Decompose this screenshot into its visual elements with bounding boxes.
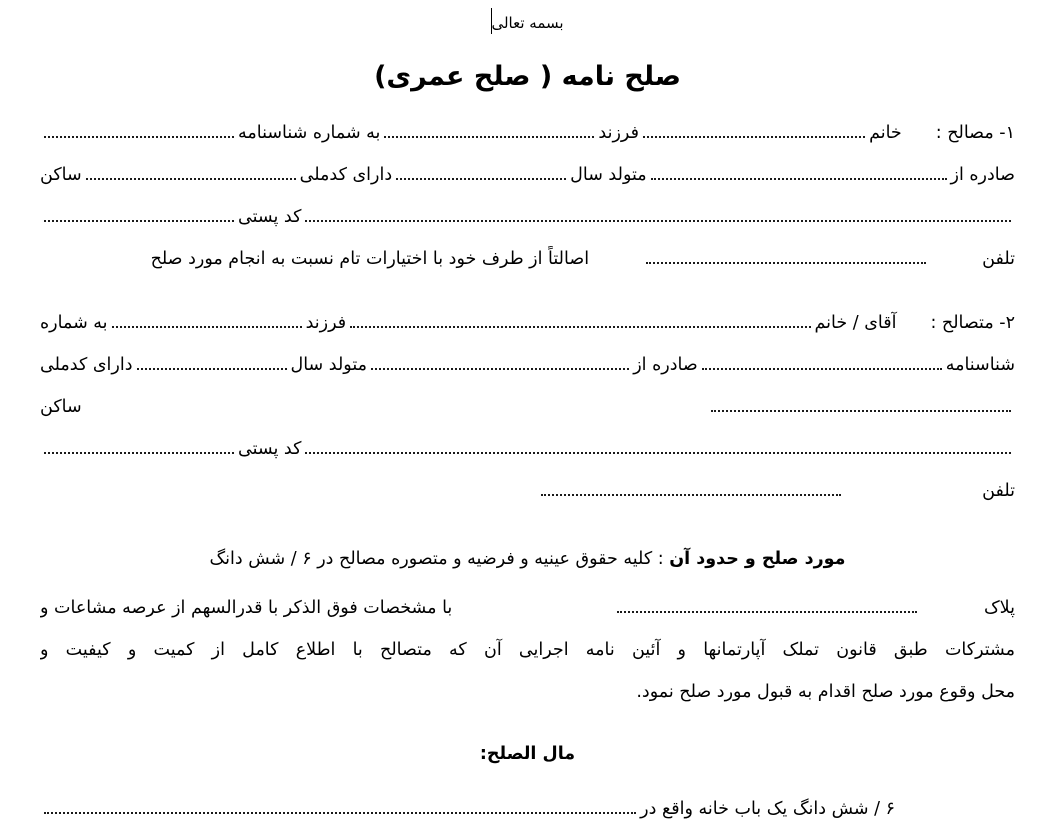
party-one-phone-blank[interactable] — [646, 260, 926, 264]
subject-body-text-2: مشترکات طبق قانون تملک آپارتمانها و آئین نامه اجرایی آن که متصالح با اطلاع کامل از کمیت و کیفیت و — [40, 640, 1015, 660]
party-two-line-4 — [40, 436, 1015, 463]
party-two-postal-code-label: کد پستی — [238, 439, 302, 459]
subject-body-line-3 — [40, 679, 1015, 706]
party-two-line-2 — [40, 352, 1015, 379]
party-one-child-of-label: فرزند — [598, 123, 639, 143]
page-title: صلح نامه ( صلح عمری) — [374, 61, 681, 92]
party-two-issued-from-label: صادره از — [633, 355, 698, 375]
party-one-name-blank[interactable] — [643, 134, 865, 138]
party-two-resident-label: ساکن — [40, 397, 82, 417]
party-two-born-year-label: متولد سال — [290, 355, 367, 375]
party-two-line-3 — [40, 394, 1015, 421]
party-two-address-blank[interactable] — [711, 408, 1011, 412]
party-one-postal-code-label: کد پستی — [238, 207, 302, 227]
party-two-born-year-blank[interactable] — [137, 366, 287, 370]
party-one-authority-clause: اصالتاً از طرف خود با اختیارات تام نسبت به انجام مورد صلح — [150, 249, 590, 269]
party-two-title-word: آقای / خانم — [814, 313, 897, 333]
party-two-national-code-label: دارای کدملی — [40, 355, 133, 375]
subject-intro-text: : کلیه حقوق عینیه و فرضیه و متصوره مصالح در ۶ / شش دانگ — [209, 549, 664, 569]
party-two-id-number-label: به شماره — [40, 313, 108, 333]
party-one-national-code-blank[interactable] — [86, 176, 296, 180]
party-two-id-number-label-cont: شناسنامه — [945, 355, 1015, 375]
party-two-father-name-blank[interactable] — [112, 324, 302, 328]
basmala-row — [40, 0, 1015, 42]
subject-body-text-1: با مشخصات فوق الذکر با قدرالسهم از عرصه مشاعات و — [40, 598, 453, 618]
settlement-value-line — [40, 796, 1015, 823]
party-two-postal-code-blank[interactable] — [44, 450, 234, 454]
party-two-name-blank[interactable] — [350, 324, 810, 328]
party-one-address-blank[interactable] — [305, 218, 1011, 222]
basmala-text: بسمه تعالی — [491, 14, 564, 32]
party-two-address-blank-2[interactable] — [305, 450, 1011, 454]
party-one-father-name-blank[interactable] — [384, 134, 594, 138]
settlement-value-text: ۶ / شش دانگ یک باب خانه واقع در — [640, 799, 895, 819]
party-one-line-3 — [40, 204, 1015, 231]
plate-number-blank[interactable] — [617, 609, 917, 613]
party-one-title-word: خانم — [869, 123, 902, 143]
settlement-value-heading: مال الصلح: — [479, 744, 576, 764]
party-two-line-1 — [40, 310, 1015, 337]
party-one-postal-code-blank[interactable] — [44, 218, 234, 222]
section-spacer — [40, 520, 1015, 546]
party-one-issued-from-label: صادره از — [950, 165, 1015, 185]
section-spacer — [40, 721, 1015, 741]
settlement-location-blank[interactable] — [44, 810, 636, 814]
party-one-id-number-blank[interactable] — [44, 134, 234, 138]
party-two-phone-blank[interactable] — [541, 492, 841, 496]
party-one-id-number-label: به شماره شناسنامه — [238, 123, 381, 143]
party-two-issued-from-blank[interactable] — [371, 366, 629, 370]
party-one-phone-label: تلفن — [982, 249, 1015, 269]
subject-heading: مورد صلح و حدود آن — [669, 549, 846, 569]
party-one-national-code-label: دارای کدملی — [299, 165, 393, 185]
section-spacer — [40, 288, 1015, 310]
party-one-line-1 — [40, 120, 1015, 147]
party-two-phone-label: تلفن — [982, 481, 1015, 501]
plate-label: پلاک — [984, 598, 1015, 618]
settlement-value-heading-line — [40, 741, 1015, 768]
subject-body-text-3: محل وقوع مورد صلح اقدام به قبول مورد صلح نمود. — [636, 682, 1015, 702]
party-one-line-4 — [40, 246, 1015, 273]
party-one-born-year-label: متولد سال — [570, 165, 647, 185]
party-one-line-2 — [40, 162, 1015, 189]
party-one-born-year-blank[interactable] — [396, 176, 566, 180]
subject-body-line-1 — [40, 595, 1015, 622]
party-one-number-label: ۱- مصالح : — [935, 123, 1015, 143]
party-two-number-label: ۲- متصالح : — [930, 313, 1015, 333]
subject-heading-line — [40, 546, 1015, 573]
party-two-line-5 — [40, 478, 1015, 505]
party-two-child-of-label: فرزند — [305, 313, 347, 333]
party-one-resident-label: ساکن — [40, 165, 82, 185]
party-one-issued-from-blank[interactable] — [651, 176, 947, 180]
party-two-id-number-blank[interactable] — [702, 366, 942, 370]
subject-body-line-2 — [40, 637, 1015, 664]
